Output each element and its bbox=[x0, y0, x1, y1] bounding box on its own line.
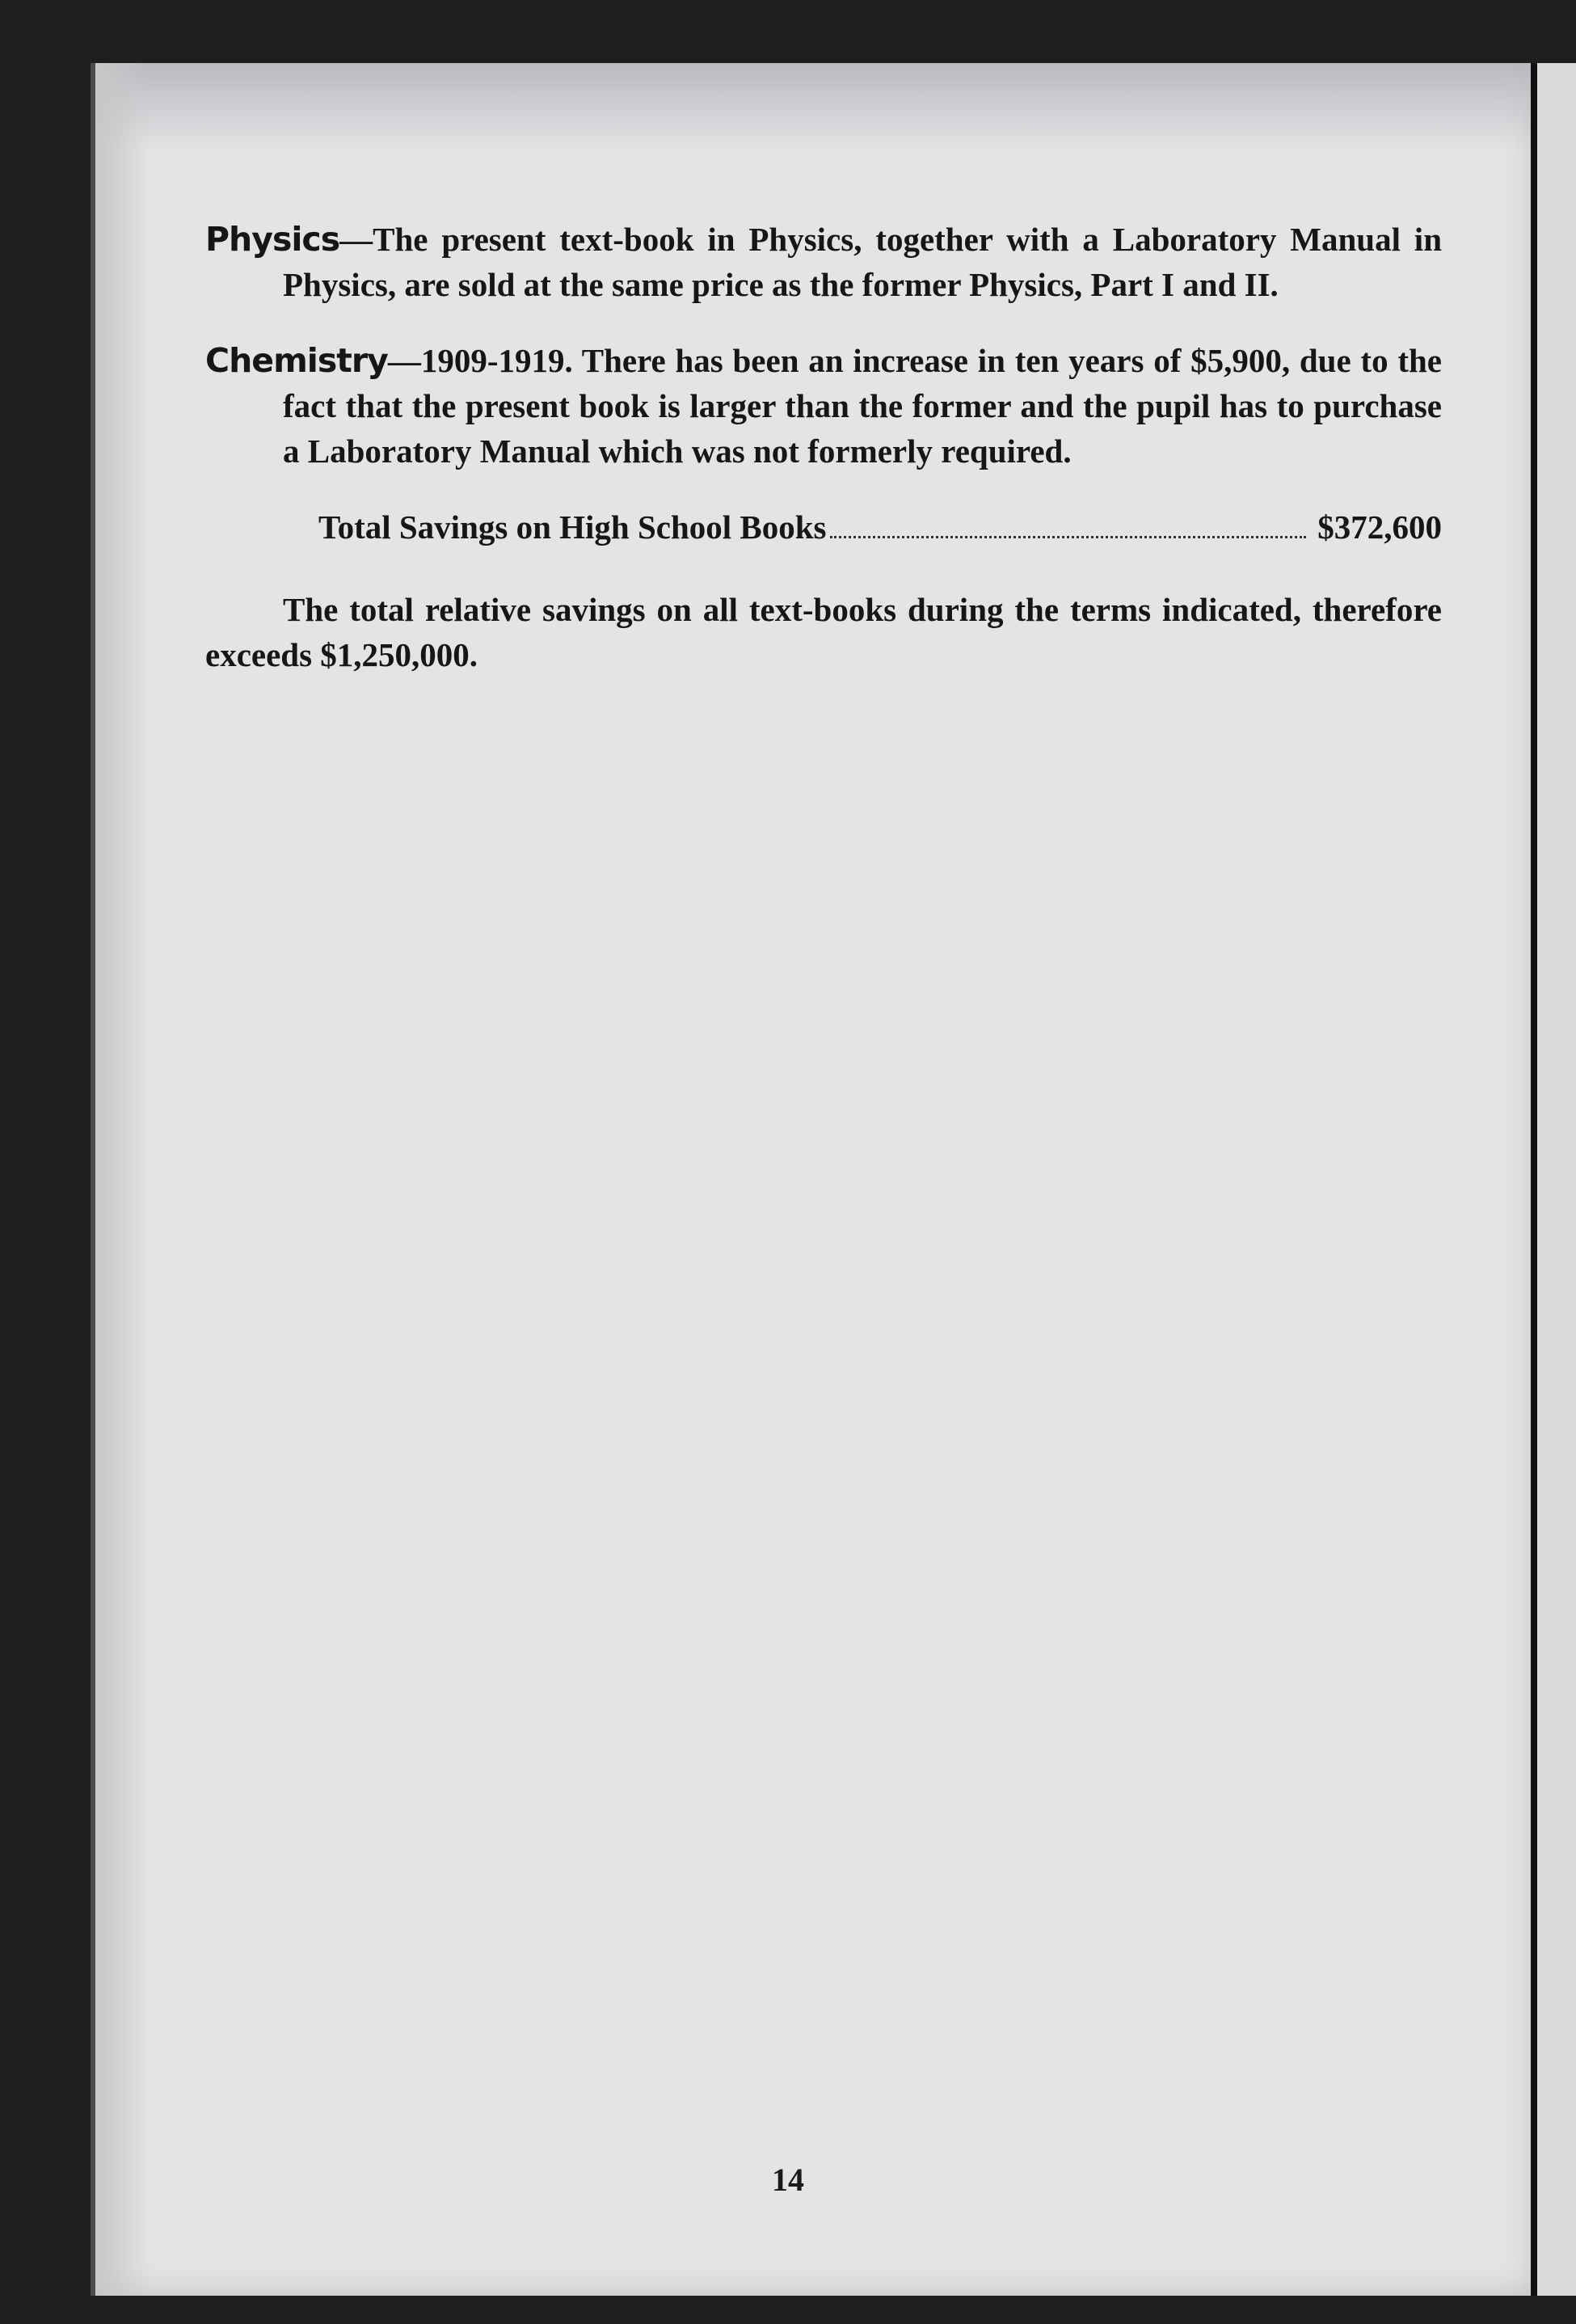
physics-entry bbox=[205, 217, 1442, 307]
page-edge-shadow-left bbox=[95, 63, 152, 2296]
page-text bbox=[205, 217, 1442, 677]
physics-body: —The present text-book in Physics, together with a Laboratory Manual in Physics, are sold at the same price as the former Physics, Part I and II. bbox=[283, 221, 1442, 303]
leader-dots bbox=[830, 536, 1307, 538]
page-edge-shadow-top bbox=[95, 63, 1536, 152]
summary-paragraph: The total relative savings on all text-books during the terms indicated, therefore exceeds $1,250,000. bbox=[205, 591, 1442, 673]
page-number: 14 bbox=[772, 2162, 804, 2198]
next-page-edge bbox=[1531, 63, 1576, 2296]
total-savings-label: Total Savings on High School Books bbox=[318, 508, 827, 546]
physics-heading: Physics bbox=[205, 220, 340, 259]
chemistry-entry bbox=[205, 338, 1442, 474]
chemistry-body: —1909-1919. There has been an increase in ten years of $5,900, due to the fact that the present book is larger than the former and the pupil has to purchase a Laboratory Manual which was not formerly required. bbox=[283, 342, 1442, 470]
total-savings-row bbox=[205, 504, 1442, 550]
chemistry-heading: Chemistry bbox=[205, 341, 388, 380]
total-savings-value: $372,600 bbox=[1317, 508, 1442, 546]
